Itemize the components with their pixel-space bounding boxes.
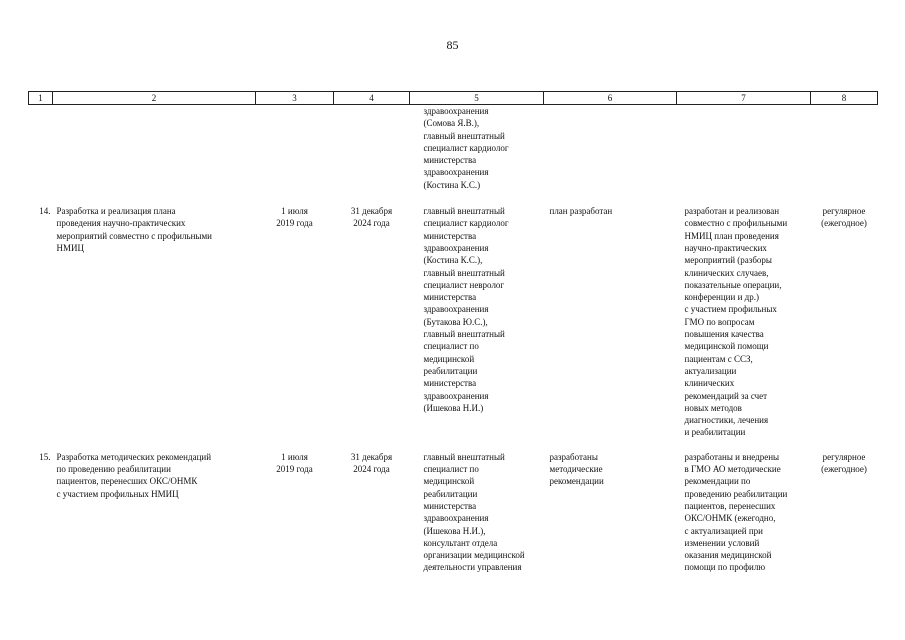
column-header: 2 (53, 92, 256, 105)
text-line: консультант отдела (423, 537, 498, 548)
measure-title-cell (53, 205, 256, 451)
text-line: пациентов, перенесших ОКС/ОНМК (56, 476, 198, 487)
column-header: 3 (256, 92, 334, 105)
text-line: рекомендации (549, 476, 604, 487)
text-line: министерства (423, 292, 477, 303)
text-line: мероприятий совместно с профильными (56, 230, 212, 241)
text-line: с участием профильных НМИЦ (56, 488, 179, 499)
text-line: 2019 года (276, 218, 313, 229)
column-header: 5 (410, 92, 544, 105)
text-line: помощи по профилю (684, 562, 766, 573)
text-line: медицинской помощи (684, 341, 769, 352)
text-line: здравоохранения (423, 513, 489, 524)
text-line: 2019 года (276, 464, 313, 475)
text-line: специалист невролог (423, 279, 505, 290)
expected-result-cell (544, 451, 677, 586)
text-line: организации медицинской (423, 550, 525, 561)
text-line: разработаны (549, 451, 598, 462)
table-row (29, 451, 878, 586)
measure-title-cell (53, 451, 256, 586)
text-line: главный внештатный (423, 329, 505, 340)
text-line: главный внештатный (423, 206, 505, 217)
text-line: в ГМО АО методические (684, 464, 781, 475)
responsible-cell (410, 451, 544, 586)
text-line: (Сомова Я.В.), (423, 118, 480, 129)
text-line: министерства (423, 230, 477, 241)
text-line: специалист по (423, 464, 479, 475)
row-number: 15. (39, 451, 51, 462)
text-line: 31 декабря (350, 451, 393, 462)
text-line: реабилитации (423, 365, 478, 376)
end-date-cell (334, 451, 410, 586)
text-line: рекомендации по (684, 476, 751, 487)
text-line: новых методов (684, 402, 742, 413)
text-line: изменении условий (684, 537, 760, 548)
text-line: с участием профильных (684, 304, 777, 315)
text-line: показательные операции, (684, 279, 782, 290)
text-line: разработан и реализован (684, 206, 780, 217)
text-line: научно-практических (684, 242, 767, 253)
text-line: с актуализацией при (684, 525, 763, 536)
text-line: 31 декабря (350, 206, 393, 217)
text-line: проведения научно-практических (56, 218, 186, 229)
column-header: 6 (544, 92, 677, 105)
text-line: (Ишекова Н.И.) (423, 402, 484, 413)
table-row (29, 205, 878, 451)
text-line: НМИЦ план проведения (684, 230, 779, 241)
text-line: 1 июля (281, 451, 308, 462)
row-number: 14. (39, 206, 51, 217)
column-number-row (29, 92, 878, 105)
expected-result-cell (544, 205, 677, 451)
text-line: (ежегодное) (821, 218, 867, 229)
implementation-status-cell (677, 451, 811, 586)
text-line: Разработка и реализация плана (56, 206, 176, 217)
text-line: медицинской (423, 476, 475, 487)
text-line: повышения качества (684, 329, 764, 340)
text-line: (Костина К.С.) (423, 179, 481, 190)
text-line: главный внештатный (423, 451, 505, 462)
text-line: рекомендаций за счет (684, 390, 768, 401)
text-line: здравоохранения (423, 167, 489, 178)
column-header: 4 (334, 92, 410, 105)
start-date-cell (256, 451, 334, 586)
text-line: ОКС/ОНМК (ежегодно, (684, 513, 776, 524)
text-line: специалист по (423, 341, 479, 352)
text-line: главный внештатный (423, 267, 505, 278)
text-line: и реабилитации (684, 427, 746, 438)
text-line: (Ишекова Н.И.), (423, 525, 486, 536)
text-line: министерства (423, 155, 477, 166)
text-line: клинических (684, 378, 735, 389)
end-date-cell (334, 205, 410, 451)
text-line: ГМО по вопросам (684, 316, 755, 327)
measure-type-cell (811, 451, 878, 586)
column-header: 1 (29, 92, 53, 105)
text-line: 2024 года (353, 218, 390, 229)
text-line: по проведению реабилитации (56, 464, 171, 475)
text-line: проведению реабилитации (684, 488, 788, 499)
responsible-cell (410, 205, 544, 451)
text-line: актуализации (684, 365, 737, 376)
column-header: 7 (677, 92, 811, 105)
text-line: реабилитации (423, 488, 478, 499)
text-line: Разработка методических рекомендаций (56, 451, 212, 462)
continuation-row (29, 105, 878, 206)
text-line: главный внештатный (423, 130, 505, 141)
text-line: пациентам с ССЗ, (684, 353, 753, 364)
plan-table (28, 91, 878, 586)
text-line: план разработан (549, 206, 613, 217)
text-line: мероприятий (разборы (684, 255, 772, 266)
text-line: деятельности управления (423, 562, 522, 573)
text-line: диагностики, лечения (684, 415, 769, 426)
text-line: здравоохранения (423, 242, 489, 253)
text-line: медицинской (423, 353, 475, 364)
text-line: (Костина К.С.), (423, 255, 483, 266)
text-line: пациентов, перенесших (684, 500, 776, 511)
text-line: здравоохранения (423, 390, 489, 401)
measure-type-cell (811, 205, 878, 451)
text-line: здравоохранения (423, 304, 489, 315)
text-line: конференции и др.) (684, 292, 759, 303)
page-number: 85 (446, 38, 459, 52)
start-date-cell (256, 205, 334, 451)
text-line: регулярное (822, 206, 866, 217)
text-line: регулярное (822, 451, 866, 462)
text-line: оказания медицинской (684, 550, 772, 561)
responsible-cell (410, 105, 544, 206)
implementation-status-cell (677, 205, 811, 451)
text-line: специалист кардиолог (423, 142, 509, 153)
text-line: министерства (423, 378, 477, 389)
text-line: специалист кардиолог (423, 218, 509, 229)
column-header: 8 (811, 92, 878, 105)
text-line: разработаны и внедрены (684, 451, 780, 462)
text-line: (ежегодное) (821, 464, 867, 475)
text-line: министерства (423, 500, 477, 511)
text-line: методические (549, 464, 603, 475)
text-line: здравоохранения (423, 106, 489, 116)
text-line: НМИЦ (56, 242, 85, 253)
text-line: 2024 года (353, 464, 390, 475)
text-line: (Бутакова Ю.С.), (423, 316, 488, 327)
text-line: совместно с профильными (684, 218, 788, 229)
text-line: 1 июля (281, 206, 308, 217)
text-line: клинических случаев, (684, 267, 769, 278)
